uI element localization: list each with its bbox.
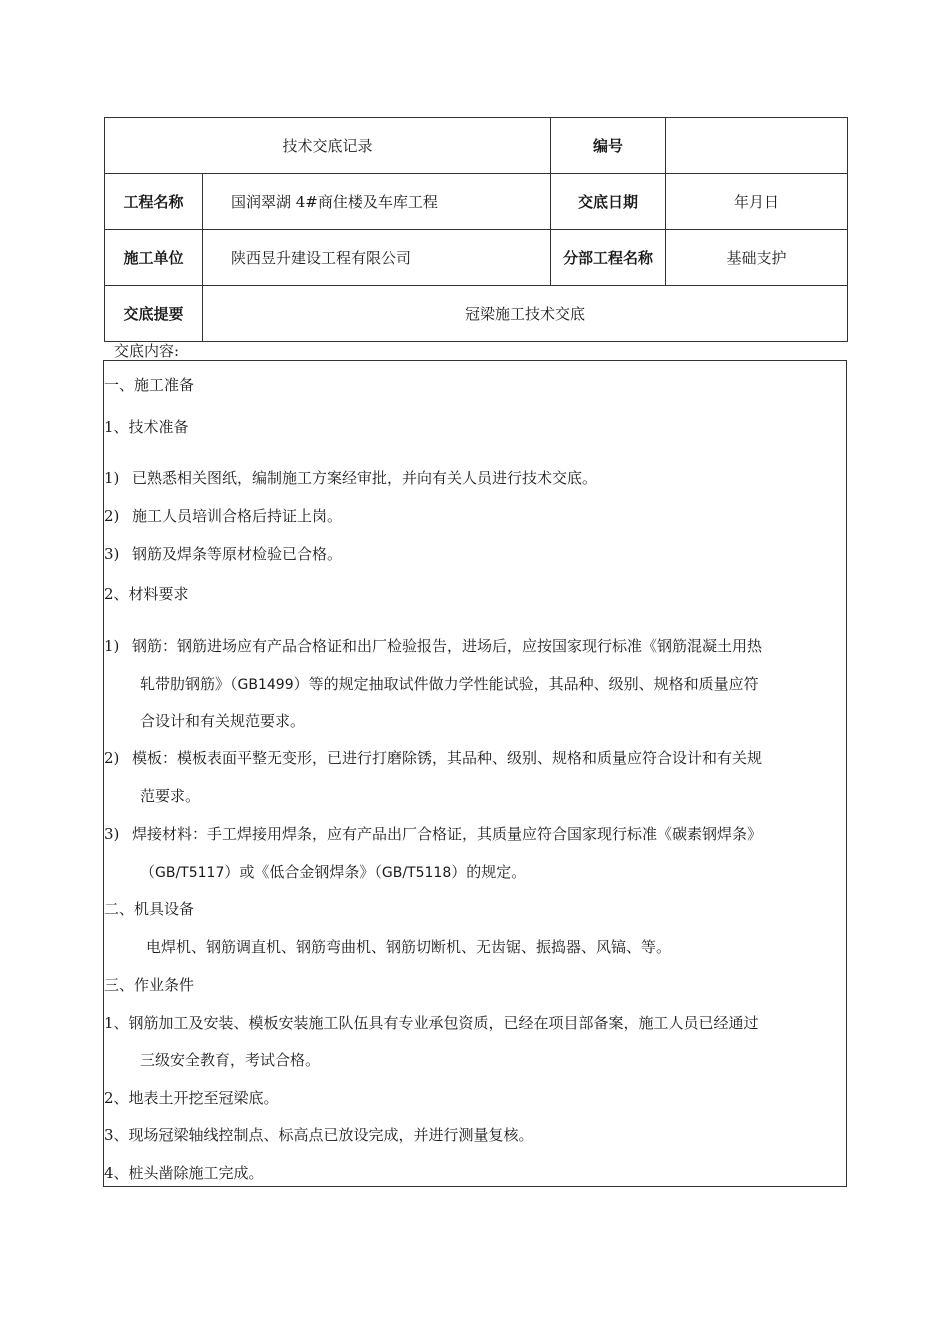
summary-label: 交底提要 [105, 286, 203, 342]
unit-label: 施工单位 [105, 230, 203, 286]
header-row-summary [105, 286, 848, 342]
item-text: 范要求。 [140, 787, 201, 805]
document-title: 技术交底记录 [105, 118, 551, 174]
item-number: 3) [104, 545, 120, 563]
subsection-materials: 2、材料要求 [104, 585, 189, 603]
date-label: 交底日期 [551, 174, 666, 230]
header-row-project [105, 174, 848, 230]
list-item: 1、钢筋加工及安装、模板安装施工队伍具有专业承包资质，已经在项目部备案，施工人员已经通过 [104, 1014, 759, 1032]
item-number: 2) [104, 749, 120, 767]
item-text: 焊接材料：手工焊接用焊条，应有产品出厂合格证，其质量应符合国家现行标准《碳素钢焊条》 [132, 825, 763, 843]
item-number: 1) [104, 637, 120, 655]
header-row-title [105, 118, 848, 174]
list-item: 3、现场冠梁轴线控制点、标高点已放设完成，并进行测量复核。 [104, 1126, 534, 1144]
list-item: 2、地表土开挖至冠梁底。 [104, 1089, 279, 1107]
content-label: 交底内容: [114, 342, 180, 360]
item-number: 2) [104, 507, 120, 525]
item-number: 3) [104, 825, 120, 843]
item-text: 电焊机、钢筋调直机、钢筋弯曲机、钢筋切断机、无齿锯、振捣器、风镐、等。 [146, 938, 672, 956]
standard-code: GB/T5118 [381, 865, 452, 881]
item-text: 钢筋及焊条等原材检验已合格。 [132, 545, 343, 563]
section-1-title: 一、施工准备 [104, 376, 195, 394]
item-text: 三级安全教育，考试合格。 [140, 1051, 321, 1069]
subsection-tech-prep: 1、技术准备 [104, 418, 189, 436]
header-row-unit [105, 230, 848, 286]
item-text: ）的规定。 [451, 863, 527, 881]
standard-code: GB1499 [237, 677, 294, 693]
project-value: 国润翠湖 4#商住楼及车库工程 [203, 174, 551, 230]
content-box [103, 360, 847, 1187]
item-text: 轧带肋钢筋》（ [140, 675, 238, 693]
standard-code: GB/T5117 [155, 865, 225, 881]
number-label: 编号 [551, 118, 666, 174]
unit-value: 陕西昱升建设工程有限公司 [203, 230, 551, 286]
item-text: ）等的规定抽取试件做力学性能试验，其品种、级别、规格和质量应符 [293, 675, 759, 693]
item-text: 合设计和有关规范要求。 [140, 712, 306, 730]
item-number: 1) [104, 469, 120, 487]
number-value [666, 118, 848, 174]
item-text: 钢筋：钢筋进场应有产品合格证和出厂检验报告，进场后，应按国家现行标准《钢筋混凝土用热 [132, 637, 763, 655]
summary-value: 冠梁施工技术交底 [203, 286, 848, 342]
project-label: 工程名称 [105, 174, 203, 230]
item-text: （ [140, 863, 156, 881]
subproject-label: 分部工程名称 [551, 230, 666, 286]
section-3-title: 三、作业条件 [104, 976, 195, 994]
item-text: 施工人员培训合格后持证上岗。 [132, 507, 343, 525]
list-item: 4、桩头凿除施工完成。 [104, 1164, 264, 1182]
subproject-value: 基础支护 [666, 230, 848, 286]
item-text: 模板：模板表面平整无变形，已进行打磨除锈，其品种、级别、规格和质量应符合设计和有关规 [132, 749, 763, 767]
header-table [104, 117, 848, 342]
item-text: ）或《低合金钢焊条》（ [224, 863, 382, 881]
date-value: 年月日 [666, 174, 848, 230]
item-text: 已熟悉相关图纸，编制施工方案经审批，并向有关人员进行技术交底。 [132, 469, 598, 487]
section-2-title: 二、机具设备 [104, 900, 195, 918]
